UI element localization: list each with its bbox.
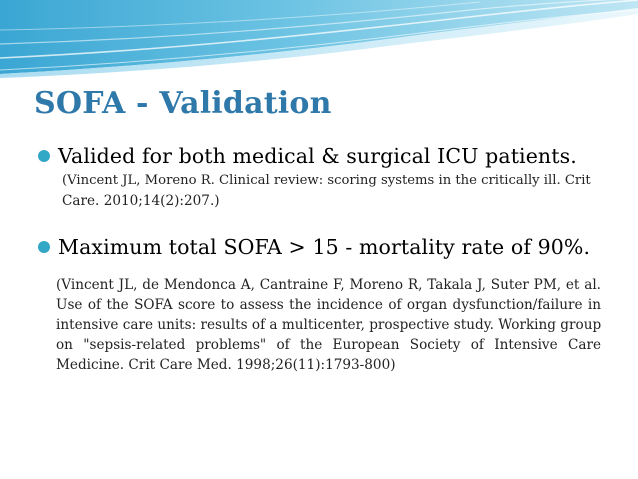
reference-citation — [56, 275, 601, 375]
reference-line: Care. 2010;14(2):207.) — [62, 193, 220, 209]
bullet-text: Valided for both medical & surgical ICU patients. — [58, 144, 577, 168]
bullet-item — [38, 142, 577, 170]
slide-title: SOFA - Validation — [34, 86, 332, 121]
reference-line: Use of the SOFA score to assess the incidence of organ dysfunction/failure in — [56, 297, 601, 313]
reference-line: intensive care units: results of a multicenter, prospective study. Working group — [56, 317, 602, 333]
bullet-dot-icon — [38, 241, 50, 253]
reference-line: (Vincent JL, de Mendonca A, Cantraine F, Moreno R, Takala J, Suter PM, et al. — [56, 277, 601, 293]
reference-line: (Vincent JL, Moreno R. Clinical review: scoring systems in the critically ill. Crit — [62, 173, 591, 188]
reference-line: on "sepsis-related problems" of the European Society of Intensive Care — [56, 337, 601, 353]
bullet-text: Maximum total SOFA > 15 - mortality rate of 90%. — [58, 235, 591, 259]
bullet-dot-icon — [38, 150, 50, 162]
reference-line: Medicine. Crit Care Med. 1998;26(11):1793-800) — [56, 357, 396, 373]
header-wave-decoration — [0, 0, 638, 78]
bullet-item — [38, 233, 590, 261]
reference-citation — [62, 171, 602, 211]
